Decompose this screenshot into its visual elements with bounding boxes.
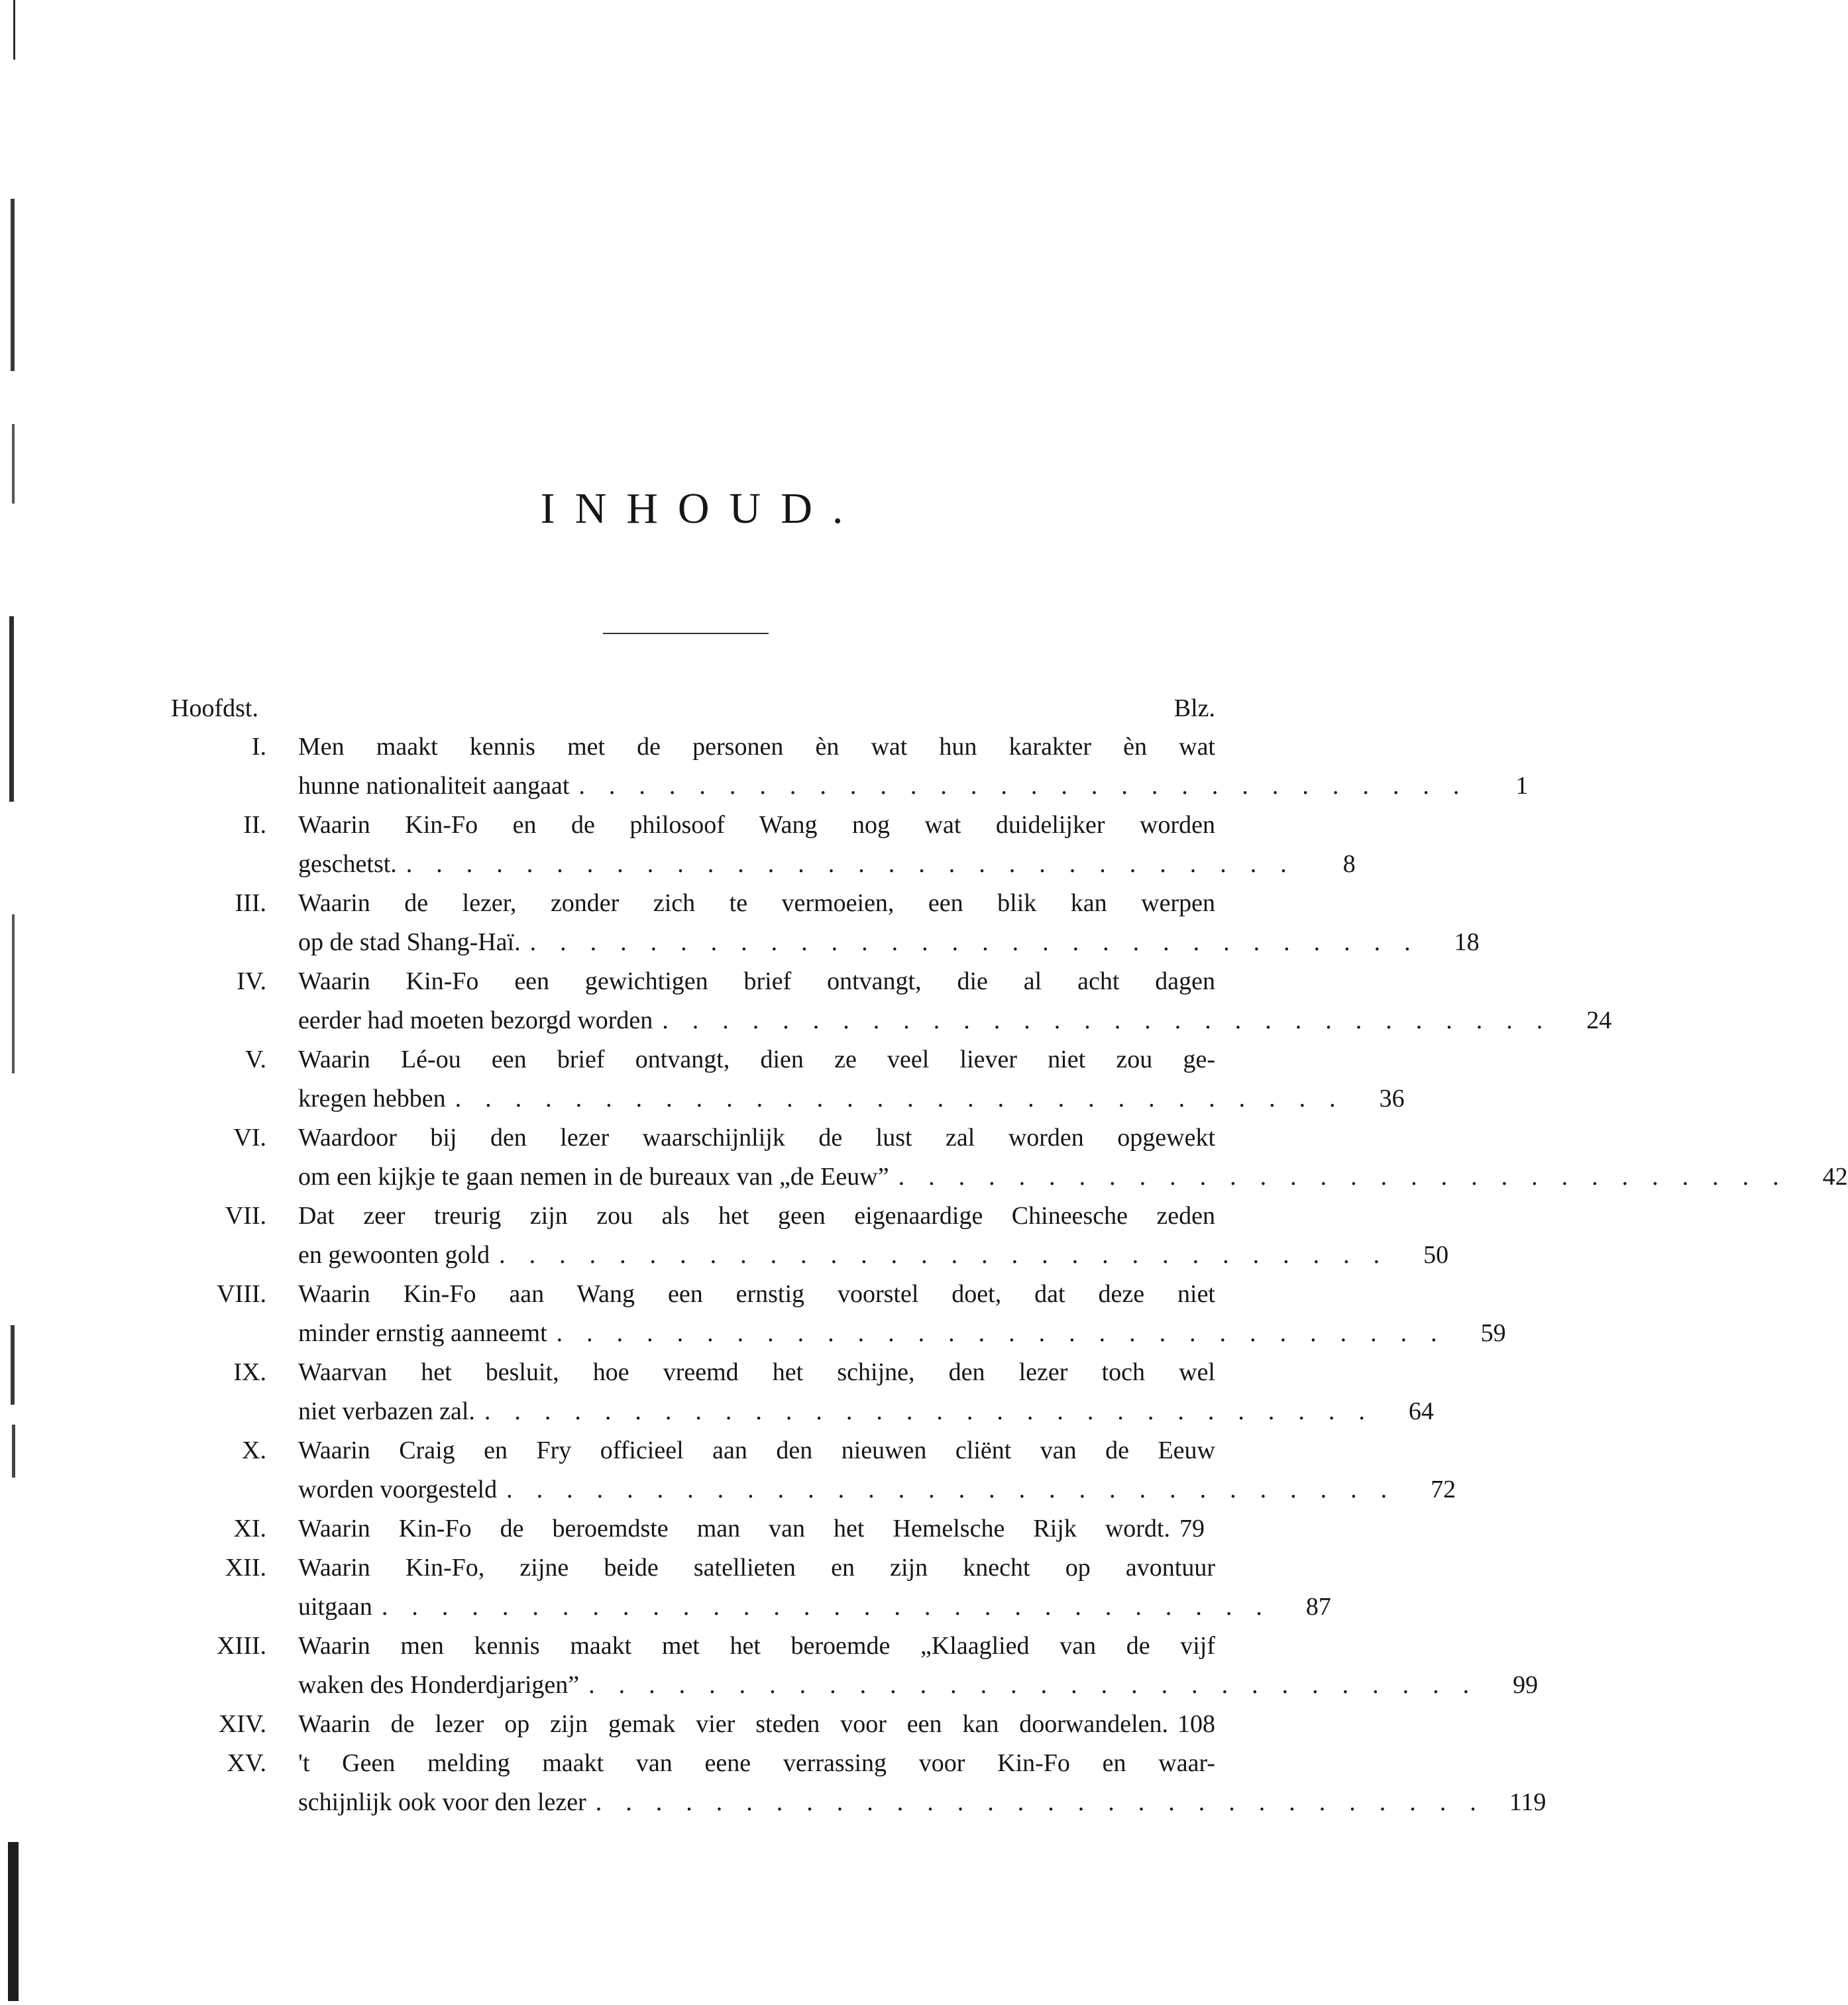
toc-entry xyxy=(0,1275,1506,1353)
page-number: 99 xyxy=(1513,1671,1539,1699)
table-of-contents xyxy=(0,728,1848,1822)
toc-entry xyxy=(0,1627,1539,1705)
chapter-title-line1: Waardoor bij den lezer waarschijnlijk de lust zal worden opgewekt xyxy=(298,1124,1215,1152)
dot-leader: .............................. xyxy=(381,1593,1286,1621)
chapter-title-line2: op de stad Shang-Haï. xyxy=(298,928,521,956)
chapter-title-line1: 't Geen melding maakt van eene verrassing voor Kin-Fo en waar- xyxy=(298,1749,1215,1777)
page-number: 108 xyxy=(1177,1710,1215,1738)
chapter-title-line2: schijnlijk ook voor den lezer xyxy=(298,1788,586,1816)
page-number: 79 xyxy=(1179,1515,1205,1543)
chapter-title-line2: kregen hebben xyxy=(298,1085,446,1112)
dot-leader: .............................. xyxy=(455,1085,1360,1112)
chapter-title-line2: hunne nationaliteit aangaat xyxy=(298,772,570,800)
chapter-number: XIII. xyxy=(217,1632,266,1660)
toc-entry xyxy=(0,1353,1434,1431)
page-number: 36 xyxy=(1379,1085,1405,1112)
page-number: 42 xyxy=(1822,1163,1848,1191)
chapter-number: I. xyxy=(251,733,266,761)
dot-leader: .............................. xyxy=(595,1788,1500,1816)
chapter-title-line2: om een kijkje te gaan nemen in de bureaux van „de Eeuw” xyxy=(298,1163,889,1191)
toc-entry xyxy=(0,884,1480,962)
chapter-number: XII. xyxy=(225,1554,266,1582)
chapter-number: III. xyxy=(235,889,266,917)
column-header-chapter: Hoofdst. xyxy=(171,694,258,722)
page-number: 50 xyxy=(1423,1241,1449,1269)
dot-leader: .............................. xyxy=(662,1006,1567,1034)
page-number: 1 xyxy=(1515,772,1529,800)
page-number: 119 xyxy=(1509,1788,1547,1816)
chapter-title-line1: Waarin Kin-Fo aan Wang een ernstig voorstel doet, dat deze niet xyxy=(298,1280,1215,1308)
chapter-title-line1: Waarin de lezer op zijn gemak vier steden voor een kan doorwandelen. xyxy=(298,1710,1168,1738)
chapter-title-line2: uitgaan xyxy=(298,1593,372,1621)
chapter-number: IX. xyxy=(233,1358,266,1386)
chapter-number: V. xyxy=(245,1046,266,1073)
chapter-number: II. xyxy=(243,811,266,839)
toc-entry xyxy=(0,1197,1449,1275)
chapter-title-line1: Waarin Lé-ou een brief ontvangt, dien ze veel liever niet zou ge- xyxy=(298,1046,1215,1073)
page-title: INHOUD. xyxy=(540,484,863,533)
dot-leader: .............................. xyxy=(588,1671,1494,1699)
chapter-number: XI. xyxy=(233,1515,266,1543)
page-number: 87 xyxy=(1305,1593,1331,1621)
chapter-title-line1: Waarin Kin-Fo en de philosoof Wang nog wat duidelijker worden xyxy=(298,811,1215,839)
dot-leader: .............................. xyxy=(578,772,1484,800)
toc-entry xyxy=(0,1705,1389,1744)
column-header-page: Blz. xyxy=(1173,694,1215,722)
page-number: 24 xyxy=(1586,1006,1612,1034)
chapter-title-line1: Waarin Kin-Fo de beroemdste man van het Hemelsche Rijk wordt. xyxy=(298,1515,1170,1543)
chapter-title-line2: eerder had moeten bezorgd worden xyxy=(298,1006,653,1034)
toc-entry xyxy=(0,728,1529,806)
chapter-number: X. xyxy=(242,1436,266,1464)
page-number: 18 xyxy=(1454,928,1480,956)
chapter-number: IV. xyxy=(237,967,266,995)
chapter-title-line1: Waarin Kin-Fo, zijne beide satellieten en zijn knecht op avontuur xyxy=(298,1554,1215,1582)
chapter-title-line1: Men maakt kennis met de personen èn wat hun karakter èn wat xyxy=(298,733,1215,761)
chapter-title-line1: Dat zeer treurig zijn zou als het geen eigenaardige Chineesche zeden xyxy=(298,1202,1215,1230)
chapter-number: VI. xyxy=(233,1124,266,1152)
page-number: 59 xyxy=(1480,1319,1506,1347)
page-number: 64 xyxy=(1408,1397,1434,1425)
chapter-title-line2: en gewoonten gold xyxy=(298,1241,490,1269)
page-number: 8 xyxy=(1342,850,1356,878)
toc-entry xyxy=(0,1040,1405,1118)
chapter-title-line2: geschetst. xyxy=(298,850,397,878)
title-divider xyxy=(603,633,769,634)
dot-leader: .............................. xyxy=(406,850,1311,878)
chapter-title-line1: Waarvan het besluit, hoe vreemd het schijne, den lezer toch wel xyxy=(298,1358,1215,1386)
chapter-title-line1: Waarin de lezer, zonder zich te vermoeien, een blik kan werpen xyxy=(298,889,1215,917)
chapter-title-line1: Waarin Kin-Fo een gewichtigen brief ontvangt, die al acht dagen xyxy=(298,967,1215,995)
chapter-title-line2: worden voorgesteld xyxy=(298,1476,498,1503)
chapter-number: VIII. xyxy=(217,1280,266,1308)
toc-entry xyxy=(0,1548,1389,1627)
dot-leader: .............................. xyxy=(484,1397,1389,1425)
toc-entry xyxy=(0,962,1612,1040)
chapter-title-line2: waken des Honderdjarigen” xyxy=(298,1671,580,1699)
chapter-number: XIV. xyxy=(218,1710,266,1738)
dot-leader: .............................. xyxy=(506,1476,1411,1503)
toc-entry xyxy=(0,1744,1547,1822)
dot-leader: .............................. xyxy=(898,1163,1803,1191)
chapter-title-line1: Waarin Craig en Fry officieel aan den nieuwen cliënt van de Eeuw xyxy=(298,1436,1215,1464)
chapter-title-line2: niet verbazen zal. xyxy=(298,1397,475,1425)
chapter-title-line2: minder ernstig aanneemt xyxy=(298,1319,547,1347)
toc-entry xyxy=(0,1509,1389,1548)
page-number: 72 xyxy=(1431,1476,1456,1503)
chapter-number: VII. xyxy=(225,1202,266,1230)
chapter-title-line1: Waarin men kennis maakt met het beroemde „Klaaglied van de vijf xyxy=(298,1632,1215,1660)
chapter-number: XV. xyxy=(227,1749,266,1777)
dot-leader: .............................. xyxy=(499,1241,1404,1269)
toc-entry xyxy=(0,1431,1456,1509)
dot-leader: .............................. xyxy=(529,928,1435,956)
toc-entry xyxy=(0,1118,1848,1197)
toc-entry xyxy=(0,806,1389,884)
dot-leader: .............................. xyxy=(556,1319,1461,1347)
